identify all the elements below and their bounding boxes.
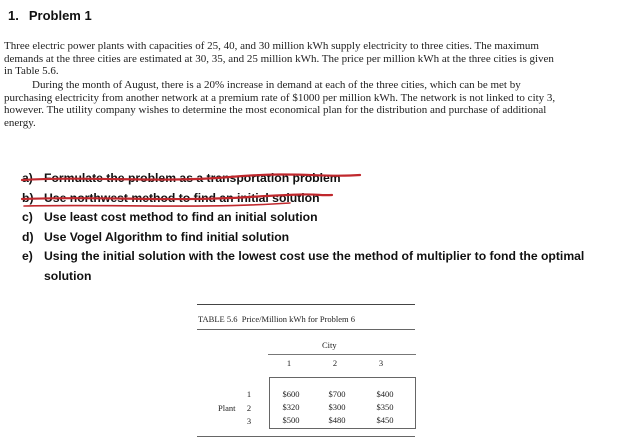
question-text: Use northwest method to find an initial solution xyxy=(44,190,320,205)
question-text: Use least cost method to find an initial solution xyxy=(44,210,318,224)
question-text: Use Vogel Algorithm to find initial solution xyxy=(44,229,290,244)
question-marker: c) xyxy=(22,210,33,224)
row-group-label: Plant xyxy=(218,403,236,413)
problem-paragraph-1: Three electric power plants with capacities of 25, 40, and 30 million kWh supply electricity to three cities. The maximum demands at the three cities are estimated at 30, 35, and 25 million kWh. The price per million kWh at the three cities is given in Table 5.6. xyxy=(4,40,554,78)
column-header-1: 1 xyxy=(286,358,292,368)
column-header-3: 3 xyxy=(378,358,384,368)
table-top-rule xyxy=(197,304,415,305)
price-cell: $700 xyxy=(328,389,346,399)
question-b xyxy=(22,189,622,209)
question-c xyxy=(22,208,622,228)
column-group-rule xyxy=(268,354,416,355)
price-cell: $450 xyxy=(376,415,394,425)
row-header-1: 1 xyxy=(246,389,252,399)
table-caption-text: Price/Million kWh for Problem 6 xyxy=(241,314,356,324)
price-cell: $350 xyxy=(376,402,394,412)
row-header-3: 3 xyxy=(246,416,252,426)
price-cell: $600 xyxy=(282,389,300,399)
question-marker: b) xyxy=(22,190,34,205)
price-cell: $500 xyxy=(282,415,300,425)
question-d xyxy=(22,228,622,248)
question-text: Formulate the problem as a transportation problem xyxy=(44,171,341,185)
price-cell: $480 xyxy=(328,415,346,425)
problem-title: Problem 1 xyxy=(28,8,92,23)
price-cell: $320 xyxy=(282,402,300,412)
question-marker: e) xyxy=(22,249,33,263)
question-a xyxy=(22,169,622,189)
problem-heading xyxy=(8,8,92,23)
problem-number: 1. xyxy=(8,8,19,23)
price-cell: $300 xyxy=(328,402,346,412)
column-header-2: 2 xyxy=(332,358,338,368)
table-header-rule xyxy=(197,329,415,330)
question-text: Using the initial solution with the lowest cost use the method of multiplier to fond the optimal solution xyxy=(44,249,585,283)
question-list xyxy=(22,169,622,286)
price-cell: $400 xyxy=(376,389,394,399)
table-caption xyxy=(198,314,416,324)
column-group-label: City xyxy=(322,340,337,350)
question-marker: d) xyxy=(22,229,34,244)
question-e xyxy=(22,247,622,286)
table-caption-label: TABLE 5.6 xyxy=(198,314,238,324)
row-header-2: 2 xyxy=(246,403,252,413)
question-marker: a) xyxy=(22,171,33,185)
price-matrix xyxy=(269,377,416,429)
table-bottom-rule xyxy=(197,436,415,437)
problem-paragraph-2: During the month of August, there is a 20% increase in demand at each of the three cities, which can be met by purchasing electricity from another network at a premium rate of $1000 per million kWh. The network is not linked to city 3, however. The utility company wishes to determine the most economical plan for the distribution and purchase of additional energy. xyxy=(4,79,556,129)
